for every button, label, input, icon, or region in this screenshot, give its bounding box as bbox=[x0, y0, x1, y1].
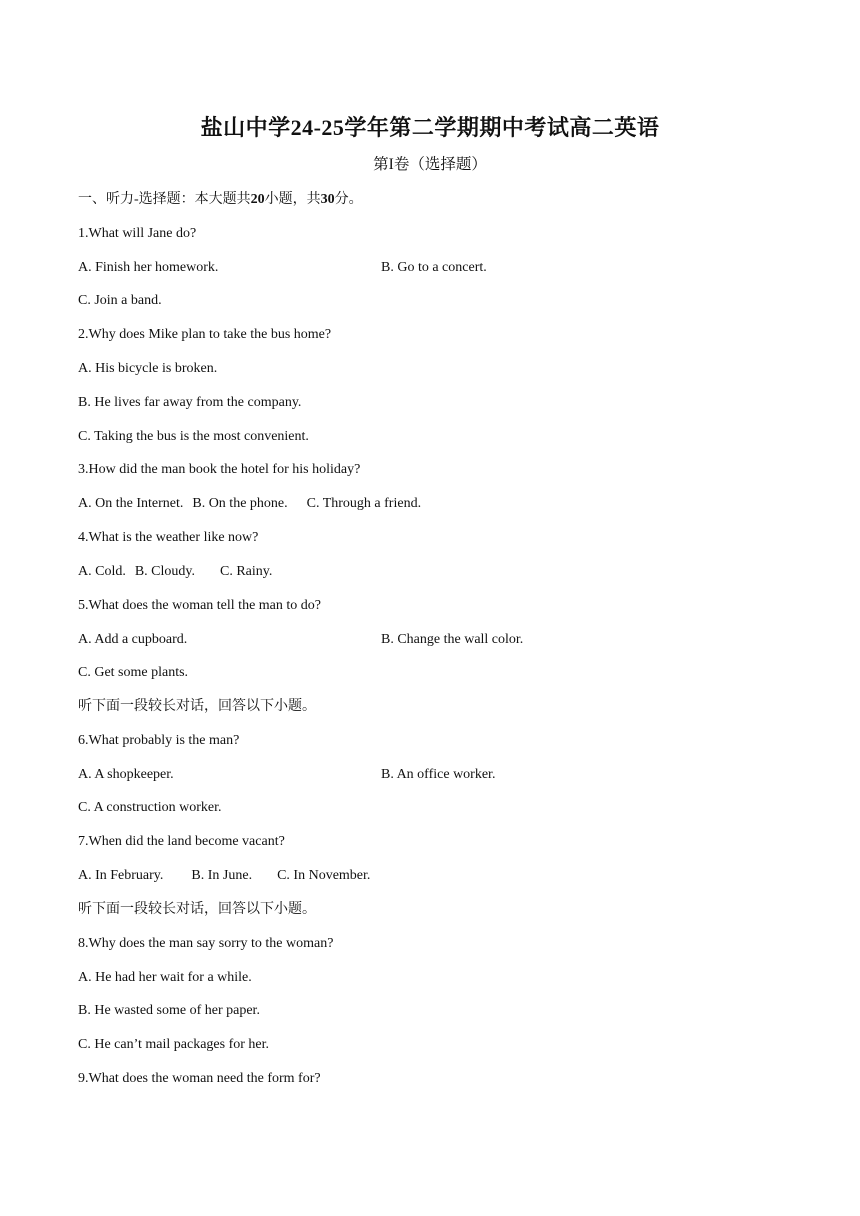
page-subtitle: 第I卷（选择题） bbox=[373, 156, 487, 173]
section-heading bbox=[78, 190, 363, 210]
page-title: 盐山中学24-25学年第二学期期中考试高二英语 bbox=[200, 115, 660, 140]
question-6-option-c: C. A construction worker. bbox=[78, 800, 222, 815]
question-6-option-b: B. An office worker. bbox=[381, 767, 496, 782]
listening-instruction-1: 听下面一段较长对话，回答以下小题。 bbox=[78, 699, 316, 714]
question-7-options bbox=[78, 866, 370, 886]
question-7-option-c: C. In November. bbox=[277, 868, 371, 883]
question-8-stem: 8.Why does the man say sorry to the woman? bbox=[78, 936, 334, 951]
question-4-option-c: C. Rainy. bbox=[220, 564, 273, 579]
question-5-stem: 5.What does the woman tell the man to do? bbox=[78, 598, 321, 613]
question-8-option-c: C. He can’t mail packages for her. bbox=[78, 1037, 270, 1052]
question-1-option-c: C. Join a band. bbox=[78, 293, 162, 308]
section-heading-text-2: 小题，共 bbox=[264, 192, 321, 207]
question-4-option-b: B. Cloudy. bbox=[134, 564, 195, 579]
question-7-option-a: A. In February. bbox=[78, 868, 164, 883]
question-6-option-a: A. A shopkeeper. bbox=[78, 767, 174, 782]
question-4-option-a: A. Cold. bbox=[78, 564, 126, 579]
section-heading-text-3: 分。 bbox=[334, 192, 363, 207]
question-3-options bbox=[78, 494, 421, 514]
question-7-stem: 7.When did the land become vacant? bbox=[78, 834, 285, 849]
question-3-option-a: A. On the Internet. bbox=[78, 496, 184, 511]
question-4-stem: 4.What is the weather like now? bbox=[78, 530, 259, 545]
question-2-option-a: A. His bicycle is broken. bbox=[78, 361, 218, 376]
question-3-option-b: B. On the phone. bbox=[192, 496, 288, 511]
question-6-stem: 6.What probably is the man? bbox=[78, 733, 240, 748]
question-4-options bbox=[78, 562, 272, 582]
question-2-option-b: B. He lives far away from the company. bbox=[78, 395, 302, 410]
question-3-option-c: C. Through a friend. bbox=[306, 496, 422, 511]
question-7-option-b: B. In June. bbox=[191, 868, 253, 883]
question-9-stem: 9.What does the woman need the form for? bbox=[78, 1071, 321, 1086]
question-5-option-b: B. Change the wall color. bbox=[381, 632, 524, 647]
question-5-option-a: A. Add a cupboard. bbox=[78, 632, 188, 647]
question-2-option-c: C. Taking the bus is the most convenient. bbox=[78, 429, 309, 444]
question-8-option-b: B. He wasted some of her paper. bbox=[78, 1003, 260, 1018]
question-count: 20 bbox=[250, 192, 265, 207]
question-8-option-a: A. He had her wait for a while. bbox=[78, 970, 252, 985]
listening-instruction-2: 听下面一段较长对话，回答以下小题。 bbox=[78, 902, 316, 917]
total-score: 30 bbox=[320, 192, 335, 207]
question-5-option-c: C. Get some plants. bbox=[78, 665, 189, 680]
question-3-stem: 3.How did the man book the hotel for his holiday? bbox=[78, 462, 361, 477]
question-1-option-b: B. Go to a concert. bbox=[381, 260, 487, 275]
question-1-stem: 1.What will Jane do? bbox=[78, 226, 197, 241]
question-2-stem: 2.Why does Mike plan to take the bus home? bbox=[78, 327, 332, 342]
section-heading-text-1: 一、听力-选择题：本大题共 bbox=[78, 192, 251, 207]
question-1-option-a: A. Finish her homework. bbox=[78, 260, 219, 275]
